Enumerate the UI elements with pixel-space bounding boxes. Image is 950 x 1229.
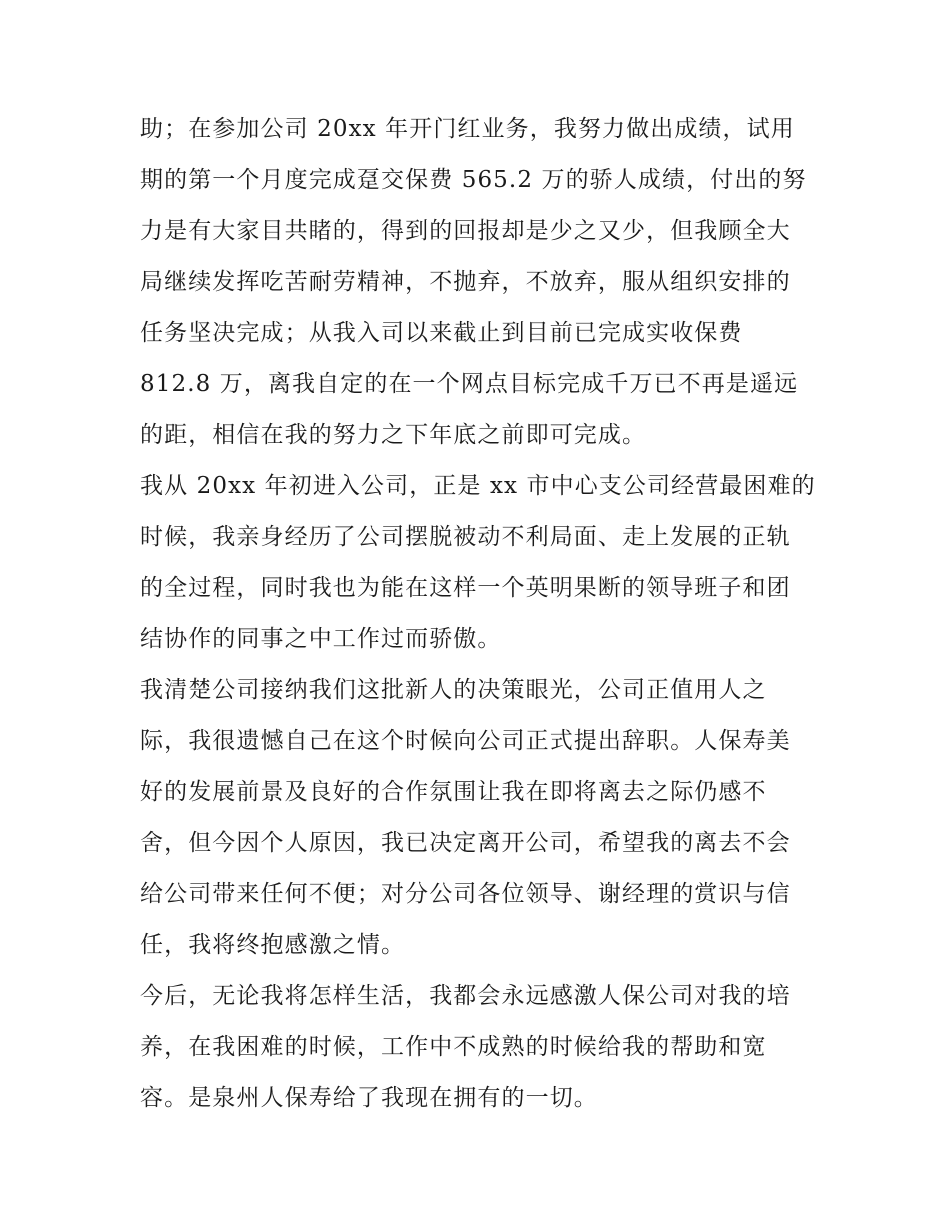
text-line: 舍，但今因个人原因，我已决定离开公司，希望我的离去不会	[140, 830, 791, 856]
document-body	[140, 104, 816, 1124]
text-line: 力是有大家目共睹的，得到的回报却是少之又少，但我顾全大	[140, 218, 791, 244]
text-line: 任，我将终抱感激之情。	[140, 932, 406, 958]
paragraph-3	[140, 665, 812, 971]
text-line: 容。是泉州人保寿给了我现在拥有的一切。	[140, 1085, 598, 1111]
paragraph-4	[140, 971, 812, 1124]
text-line: 今后，无论我将怎样生活，我都会永远感激人保公司对我的培	[140, 983, 791, 1009]
text-line: 局继续发挥吃苦耐劳精神，不抛弃，不放弃，服从组织安排的	[140, 269, 791, 295]
text-line: 期的第一个月度完成趸交保费 565.2 万的骄人成绩，付出的努	[140, 167, 807, 193]
text-line: 给公司带来任何不便；对分公司各位领导、谢经理的赏识与信	[140, 881, 791, 907]
text-line: 的距，相信在我的努力之下年底之前即可完成。	[140, 422, 647, 448]
text-line: 的全过程，同时我也为能在这样一个英明果断的领导班子和团	[140, 575, 791, 601]
text-line: 我清楚公司接纳我们这批新人的决策眼光，公司正值用人之	[140, 677, 767, 703]
text-line: 时候，我亲身经历了公司摆脱被动不利局面、走上发展的正轨	[140, 524, 791, 550]
text-line: 我从 20xx 年初进入公司，正是 xx 市中心支公司经营最困难的	[140, 473, 816, 499]
text-line: 好的发展前景及良好的合作氛围让我在即将离去之际仍感不	[140, 779, 767, 805]
text-line: 812.8 万，离我自定的在一个网点目标完成千万已不再是遥远	[140, 371, 799, 397]
text-line: 养，在我困难的时候，工作中不成熟的时候给我的帮助和宽	[140, 1034, 767, 1060]
text-line: 际，我很遗憾自己在这个时候向公司正式提出辞职。人保寿美	[140, 728, 791, 754]
text-line: 助；在参加公司 20xx 年开门红业务，我努力做出成绩，试用	[140, 116, 795, 142]
text-line: 结协作的同事之中工作过而骄傲。	[140, 626, 502, 652]
text-line: 任务坚决完成；从我入司以来截止到目前已完成实收保费	[140, 320, 743, 346]
paragraph-1	[140, 104, 812, 461]
paragraph-2	[140, 461, 816, 665]
